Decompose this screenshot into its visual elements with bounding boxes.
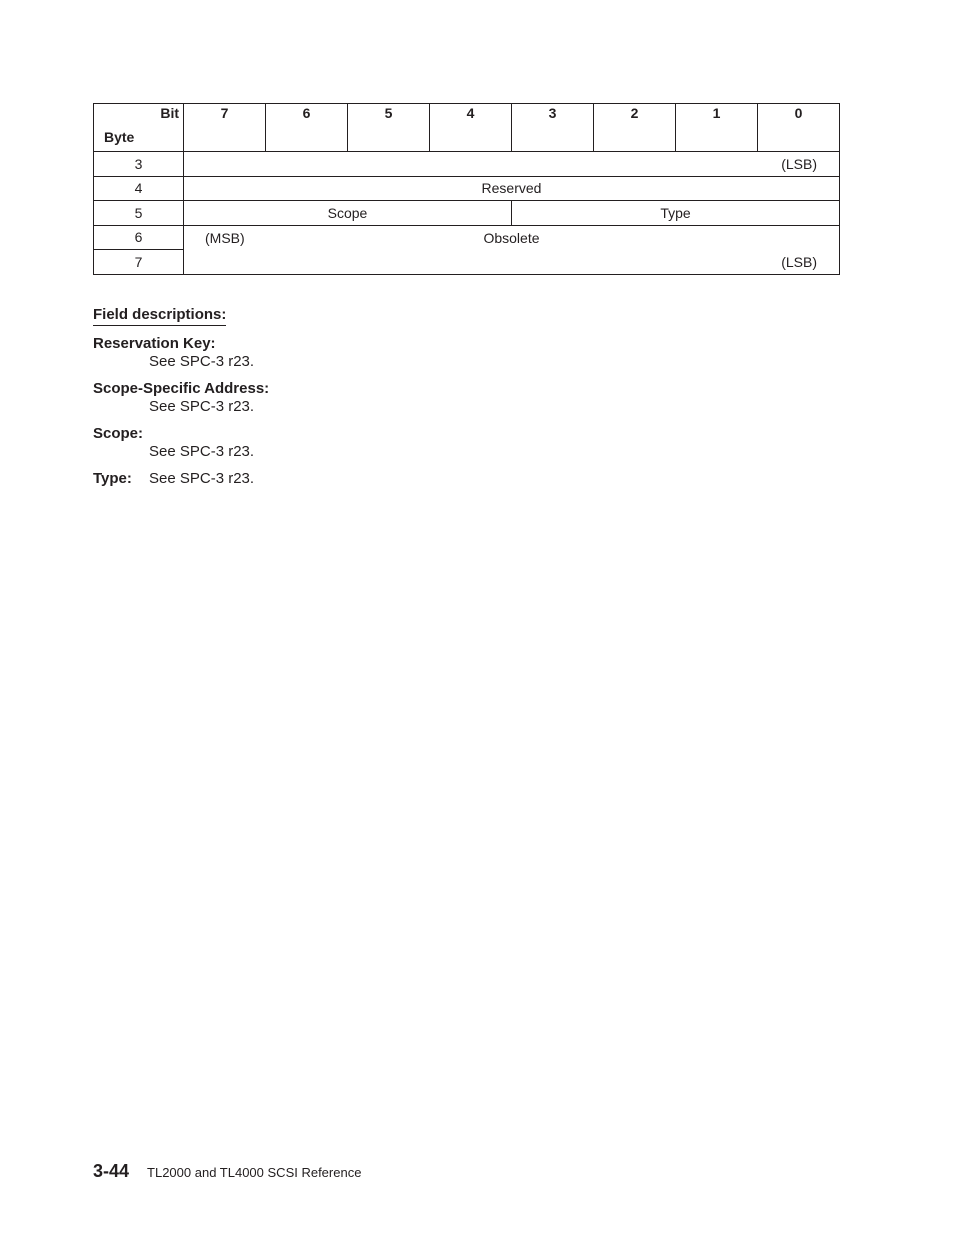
field-entry-reservation-key (93, 335, 269, 371)
field-term: Scope-Specific Address: (93, 380, 270, 397)
bit-label: Bit (160, 105, 179, 121)
bit-6-header: 6 (266, 104, 348, 152)
bit-3-header: 3 (512, 104, 594, 152)
lsb-marker: (LSB) (781, 253, 817, 270)
byte-number: 5 (94, 201, 184, 226)
table-row (94, 201, 840, 226)
field-descriptions-heading: Field descriptions: (93, 306, 226, 326)
field-entry-type (93, 470, 269, 488)
byte-label: Byte (104, 129, 135, 145)
scope-field-cell: Scope (184, 201, 512, 226)
table-row (94, 152, 840, 177)
field-term: Type: (93, 470, 132, 487)
field-desc: See SPC-3 r23. (149, 398, 255, 415)
byte-number: 6 (94, 225, 184, 250)
page-footer (93, 1161, 361, 1182)
book-title: TL2000 and TL4000 SCSI Reference (147, 1165, 362, 1180)
bit-byte-corner (94, 104, 184, 152)
page-number: 3-44 (93, 1161, 130, 1181)
table-header-row (94, 104, 840, 152)
byte-number: 3 (94, 152, 184, 177)
reservation-key-tail-cell (184, 152, 840, 177)
field-desc: See SPC-3 r23. (149, 470, 255, 487)
table-row (94, 250, 840, 275)
field-entry-scope (93, 425, 269, 461)
bit-2-header: 2 (594, 104, 676, 152)
lsb-marker: (LSB) (781, 155, 817, 172)
type-field-cell: Type (512, 201, 840, 226)
obsolete-field-bottom-cell (184, 250, 840, 275)
msb-marker: (MSB) (205, 229, 245, 246)
bit-7-header: 7 (184, 104, 266, 152)
field-term: Reservation Key: (93, 335, 216, 352)
reserved-field-cell: Reserved (184, 176, 840, 201)
obsolete-field-label: Obsolete (483, 229, 540, 246)
obsolete-field-top-cell (184, 225, 840, 250)
field-desc: See SPC-3 r23. (149, 353, 255, 370)
byte-number: 4 (94, 176, 184, 201)
bit-0-header: 0 (758, 104, 840, 152)
field-term: Scope: (93, 425, 144, 442)
bit-layout-table (93, 103, 840, 275)
bit-5-header: 5 (348, 104, 430, 152)
field-desc: See SPC-3 r23. (149, 443, 255, 460)
table-row (94, 225, 840, 250)
table-row (94, 176, 840, 201)
byte-number: 7 (94, 250, 184, 275)
bit-4-header: 4 (430, 104, 512, 152)
bit-1-header: 1 (676, 104, 758, 152)
field-descriptions (93, 306, 269, 488)
field-entry-scope-specific-address (93, 380, 269, 416)
